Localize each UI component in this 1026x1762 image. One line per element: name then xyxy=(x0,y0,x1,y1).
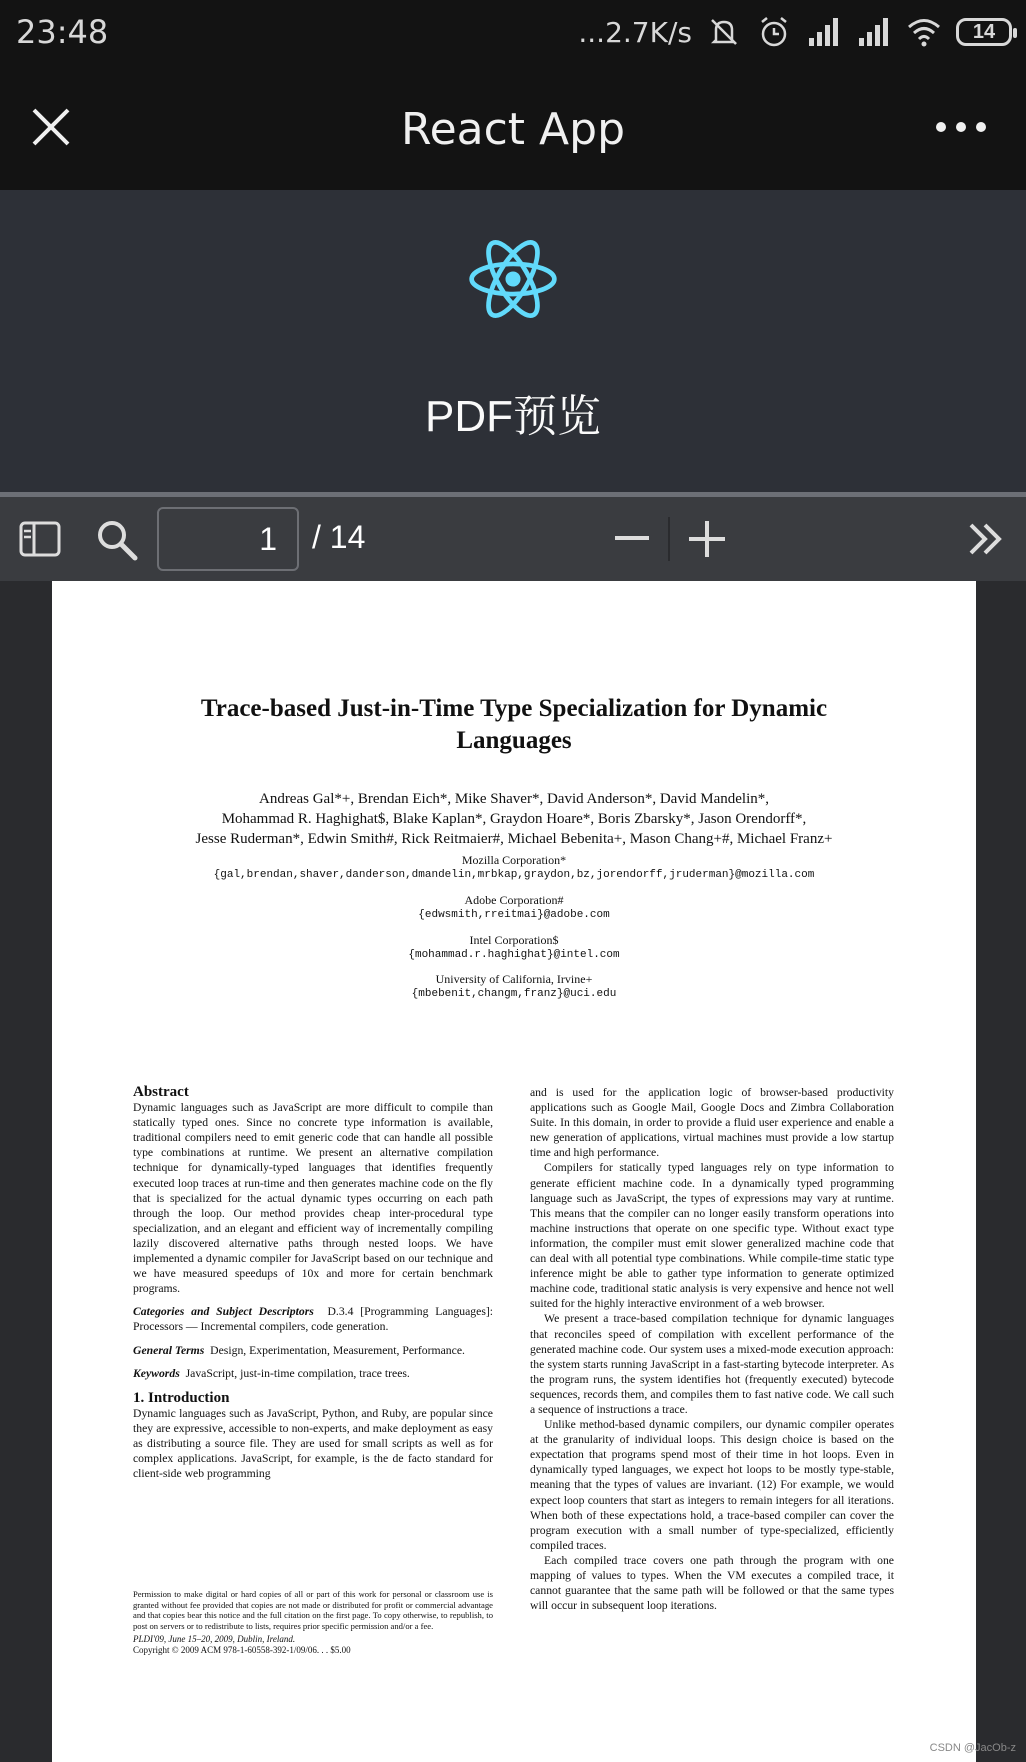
app-title: React App xyxy=(400,104,626,155)
react-logo xyxy=(466,232,560,326)
mute-icon xyxy=(706,14,742,50)
affiliation xyxy=(92,853,936,883)
body-paragraph: Compilers for statically typed languages rely on type information to generate efficient machine code. In a dynamically typed programming language such as JavaScript, the types of expressions may vary at runtime. This means that the compiler can no longer easily transform operations into machine instructions that operate on one specific type. Without exact type information, the compiler must emit slower generalized machine code that can deal with all potential type combinations. While compile-time static type inference might be able to gather type information to generate optimized machine code, traditional static analysis is very expensive and hence not well suited for the highly interactive environment of a web browser. xyxy=(530,1161,894,1311)
categories-label: Categories and Subject Descriptors xyxy=(133,1305,314,1319)
affiliation-email: {edwsmith,rreitmai}@adobe.com xyxy=(418,909,610,921)
toolbar-divider xyxy=(668,517,670,561)
pdf-page xyxy=(52,581,976,1762)
affiliation-name: University of California, Irvine+ xyxy=(435,972,593,986)
wifi-icon xyxy=(906,14,942,50)
authors-line: Andreas Gal*+, Brendan Eich*, Mike Shaver*, David Anderson*, David Mandelin*, xyxy=(258,791,769,807)
signal-icon xyxy=(806,14,842,50)
affiliation-email: {gal,brendan,shaver,danderson,dmandelin,mrbkap,graydon,bz,jorendorff,jruderman}@mozilla.com xyxy=(213,869,815,881)
body-paragraph: We present a trace-based compilation technique for dynamic languages that reconciles speed of compilation with excellent performance of the generated machine code. Our system uses a mixed-mode execution approach: the system starts running JavaScript in a fast-starting bytecode interpreter. As the program runs, the system identifies hot (frequently executed) bytecode sequences, records them, and compiles them to fast native code. We call such a sequence of instructions a trace. xyxy=(530,1312,894,1416)
intro-heading: 1. Introduction xyxy=(133,1389,230,1406)
keywords-paragraph xyxy=(133,1366,493,1381)
watermark: CSDN @JacOb-z xyxy=(929,1742,1016,1754)
sidebar-icon xyxy=(19,521,61,557)
sidebar-toggle-button[interactable] xyxy=(18,519,62,559)
keywords-label: Keywords xyxy=(133,1366,180,1380)
keywords-text: JavaScript, just-in-time compilation, trace trees. xyxy=(185,1366,410,1380)
tools-button[interactable] xyxy=(966,519,1006,559)
affiliation-email: {mohammad.r.haghighat}@intel.com xyxy=(408,949,620,961)
copyright-text: Copyright © 2009 ACM 978-1-60558-392-1/09/06. . . $5.00 xyxy=(133,1644,351,1655)
affiliation xyxy=(92,893,936,923)
network-speed: ...2.7K/s xyxy=(578,15,692,49)
affiliation-name: Mozilla Corporation* xyxy=(461,853,567,867)
paper-authors xyxy=(92,789,936,849)
zoom-in-button[interactable] xyxy=(688,519,726,559)
abstract-text: Dynamic languages such as JavaScript are more difficult to compile than statically typed ones. Since no concrete type information is available, traditional compilers need to emit generic code that can handle all possible type combinations at runtime. We present an alternative compilation technique for dynamically-typed languages that identifies frequently executed loop traces at run-time and then generates machine code on the fly that is specialized for the actual dynamic types occurring on each path through the loop. Our method provides cheap inter-procedural type specialization, and an elegant and efficient way of incrementally compiling lazily discovered alternative paths through nested loops. We have implemented a dynamic compiler for JavaScript based on our technique and we have measured speedups of 10x and more for certain benchmark programs. xyxy=(133,1101,493,1296)
categories-paragraph xyxy=(133,1304,493,1334)
more-icon[interactable] xyxy=(936,122,986,132)
body-paragraph: Each compiled trace covers one path through the program with one mapping of values to types. When the VM executes a compiled trace, it cannot guarantee that the same path will be followed or that the same types will occur in subsequent loop iterations. xyxy=(530,1553,894,1613)
battery-icon xyxy=(956,18,1012,46)
page-heading: PDF预览 xyxy=(425,392,601,441)
affiliation xyxy=(92,933,936,963)
affiliation xyxy=(92,972,936,1002)
permission-text: Permission to make digital or hard copies of all or part of this work for personal or classroom use is granted without fee provided that copies are not made or distributed for profit or commercial advantage and that copies bear this notice and the full citation on the first page. To copy otherwise, to republish, to post on servers or to redistribute to lists, requires prior specific permission and/or a fee. xyxy=(133,1589,493,1631)
terms-text: Design, Experimentation, Measurement, Performance. xyxy=(210,1343,465,1357)
status-time: 23:48 xyxy=(16,13,109,51)
affiliation-email: {mbebenit,changm,franz}@uci.edu xyxy=(411,988,617,1000)
conference-text: PLDI'09, June 15–20, 2009, Dublin, Ireland. xyxy=(133,1634,296,1645)
left-column xyxy=(133,1085,493,1481)
app-header xyxy=(0,190,1026,492)
categories-text: D.3.4 [Programming Languages]: Processors — Incremental compilers, code generation. xyxy=(133,1305,494,1334)
status-bar xyxy=(0,0,1026,64)
page-number-input[interactable] xyxy=(157,507,299,571)
plus-icon xyxy=(689,521,725,557)
intro-text: Dynamic languages such as JavaScript, Python, and Ruby, are popular since they are expressive, accessible to non-experts, and make deployment as easy as distributing a source file. They are used for small scripts as well as for complex applications. JavaScript, for example, is the de facto standard for client-side web programming xyxy=(133,1406,493,1481)
authors-line: Jesse Ruderman*, Edwin Smith#, Rick Reitmaier#, Michael Bebenita+, Mason Chang+#, Michael Franz+ xyxy=(195,831,833,847)
affiliation-name: Intel Corporation$ xyxy=(469,933,559,947)
affiliation-name: Adobe Corporation# xyxy=(464,893,564,907)
signal-icon xyxy=(856,14,892,50)
search-icon xyxy=(95,518,139,562)
body-paragraph: Unlike method-based dynamic compilers, our dynamic compiler operates at the granularity of individual loops. This design choice is based on the expectation that programs spend most of their time in hot loops. Even in dynamically typed languages, we expect hot loops to be mostly type-stable, meaning that the types of values are invariant. (12) For example, we would expect loop counters that start as integers to remain integers for all iterations. When both of these expectations hold, a trace-based compiler can cover the program execution with a small number of type-specialized, efficiently compiled traces. xyxy=(530,1418,894,1552)
status-icons xyxy=(578,14,1012,50)
permission-notice xyxy=(133,1589,493,1656)
battery-level: 14 xyxy=(972,20,996,43)
terms-paragraph xyxy=(133,1343,493,1358)
zoom-out-button[interactable] xyxy=(614,519,650,559)
terms-label: General Terms xyxy=(133,1343,205,1357)
paper-title: Trace-based Just-in-Time Type Specialization for Dynamic Languages xyxy=(200,695,828,754)
double-chevron-right-icon xyxy=(967,521,1005,557)
right-column xyxy=(530,1085,894,1613)
page-total: / 14 xyxy=(312,519,366,555)
pdf-viewer[interactable] xyxy=(0,581,1026,1762)
alarm-icon xyxy=(756,14,792,50)
title-bar xyxy=(0,64,1026,190)
body-paragraph: and is used for the application logic of browser-based productivity applications such as Google Mail, Google Docs and Zimbra Collaboration Suite. In this domain, in order to provide a fluid user experience and enable a new generation of applications, virtual machines must provide a low startup time and high performance. xyxy=(530,1086,894,1160)
pdf-toolbar xyxy=(0,497,1026,581)
authors-line: Mohammad R. Haghighat$, Blake Kaplan*, Graydon Hoare*, Boris Zbarsky*, Jason Orendorff*, xyxy=(221,811,807,827)
abstract-heading: Abstract xyxy=(133,1084,189,1100)
search-button[interactable] xyxy=(94,517,140,563)
minus-icon xyxy=(615,536,649,542)
